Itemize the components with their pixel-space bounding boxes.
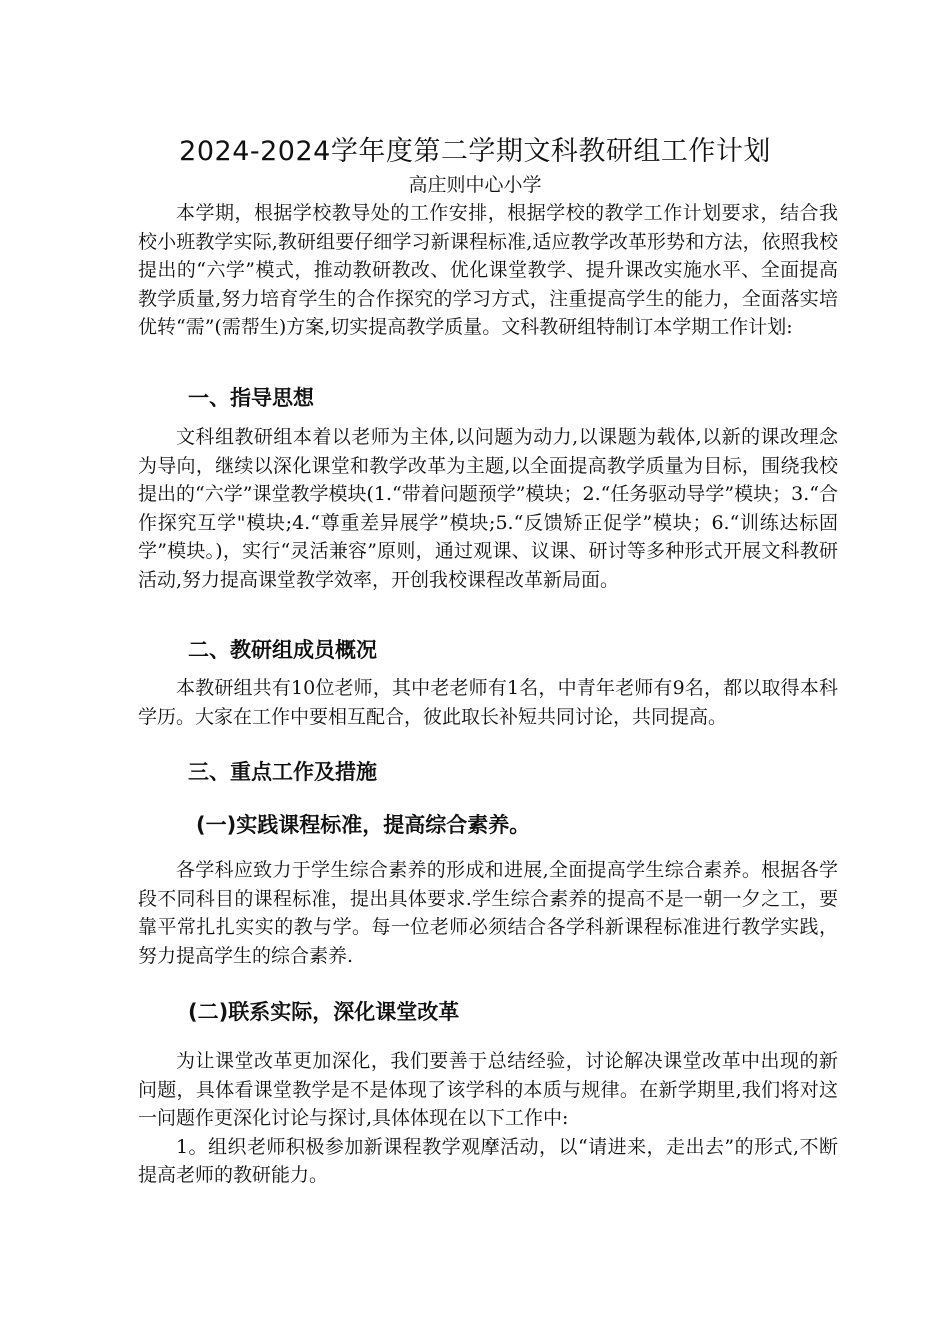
section-3-heading: 三、重点工作及措施 <box>188 760 377 784</box>
list-item-1: 1。组织老师积极参加新课程教学观摩活动，以“请进来，走出去”的形式,不断提高老师的教研能力。 <box>138 1135 838 1187</box>
school-name: 高庄则中心小学 <box>408 174 542 196</box>
section-1-block <box>138 423 838 595</box>
intro-paragraph-block <box>138 199 838 342</box>
section-1-heading: 一、指导思想 <box>188 386 314 410</box>
subsection-2-block <box>138 1047 838 1190</box>
document-title: 2024-2024学年度第二学期文科教研组工作计划 <box>179 136 771 167</box>
subsection-1-heading: (一)实践课程标准，提高综合素养。 <box>196 813 531 837</box>
section-1-paragraph: 文科组教研组本着以老师为主体,以问题为动力,以课题为载体,以新的课改理念为导向，继续以深化课堂和教学改革为主题,以全面提高教学质量为目标，围绕我校提出的“六学”课堂教学模块(1.“带着问题预学”模块；2.“任务驱动导学”模块；3.“合作探究互学"模块;4.“尊重差异展学”模块;5.“反馈矫正促学”模块；6.“训练达标固学”模块。)，实行“灵活兼容”原则，通过观课、议课、研讨等多种形式开展文科教研活动,努力提高课堂教学效率，开创我校课程改革新局面。 <box>138 426 838 591</box>
section-2-block <box>138 674 838 731</box>
subsection-1-block <box>138 856 838 970</box>
subsection-2-heading: (二)联系实际，深化课堂改革 <box>188 1000 460 1024</box>
section-2-paragraph: 本教研组共有10位老师，其中老老师有1名，中青年老师有9名，都以取得本科学历。大家在工作中要相互配合，彼此取长补短共同讨论，共同提高。 <box>138 677 838 728</box>
subsection-2-paragraph: 为让课堂改革更加深化，我们要善于总结经验，讨论解决课堂改革中出现的新问题，具体看课堂教学是不是体现了该学科的本质与规律。在新学期里,我们将对这一问题作更深化讨论与探讨,具体体现在以下工作中: <box>138 1050 838 1130</box>
section-2-heading: 二、教研组成员概况 <box>188 638 377 662</box>
subsection-1-paragraph: 各学科应致力于学生综合素养的形成和进展,全面提高学生综合素养。根据各学段不同科目的课程标准，提出具体要求.学生综合素养的提高不是一朝一夕之工，要靠平常扎扎实实的教与学。每一位老师必须结合各学科新课程标准进行教学实践，努力提高学生的综合素养. <box>138 859 838 967</box>
intro-paragraph: 本学期，根据学校教导处的工作安排，根据学校的教学工作计划要求，结合我校小班教学实际,教研组要仔细学习新课程标准,适应教学改革形势和方法，依照我校提出的“六学”模式，推动教研教改、优化课堂教学、提升课改实施水平、全面提高教学质量,努力培育学生的合作探究的学习方式，注重提高学生的能力，全面落实培优转“需”(需帮生)方案,切实提高教学质量。文科教研组特制订本学期工作计划: <box>138 202 838 339</box>
